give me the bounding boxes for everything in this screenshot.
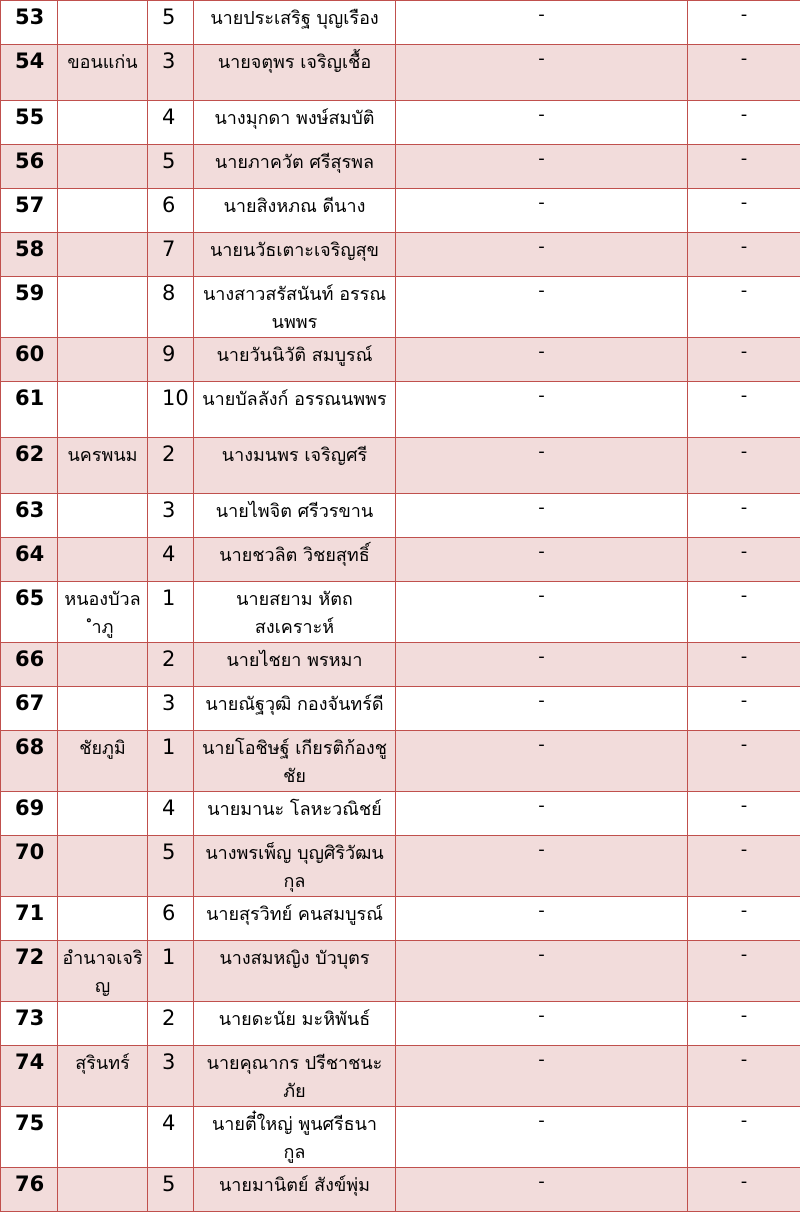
- table-row: [1, 941, 800, 1002]
- member-name: นายจตุพร เจริญเชื้อ: [194, 45, 396, 101]
- district-index: 7: [148, 233, 194, 277]
- member-name: นายชวลิต วิชยสุทธิ์: [194, 538, 396, 582]
- district-index: 1: [148, 582, 194, 643]
- row-number: 63: [1, 494, 58, 538]
- province-cell: [58, 643, 148, 687]
- column-6-value: -: [688, 836, 800, 897]
- district-index: 4: [148, 101, 194, 145]
- column-6-value: -: [688, 731, 800, 792]
- district-index: 5: [148, 1, 194, 45]
- column-6-value: -: [688, 338, 800, 382]
- column-5-value: -: [396, 438, 688, 494]
- member-name: นายประเสริฐ บุญเรือง: [194, 1, 396, 45]
- row-number: 72: [1, 941, 58, 1002]
- table-row: [1, 1046, 800, 1107]
- column-5-value: -: [396, 836, 688, 897]
- row-number: 68: [1, 731, 58, 792]
- column-5-value: -: [396, 494, 688, 538]
- district-index: 5: [148, 145, 194, 189]
- province-cell: [58, 687, 148, 731]
- province-cell: [58, 101, 148, 145]
- table-row: [1, 836, 800, 897]
- member-name: นายบัลลังก์ อรรณนพพร: [194, 382, 396, 438]
- table-row: [1, 45, 800, 101]
- column-6-value: -: [688, 45, 800, 101]
- table-row: [1, 1107, 800, 1168]
- column-5-value: -: [396, 687, 688, 731]
- district-index: 5: [148, 1168, 194, 1212]
- member-name: นายคุณากร ปรีชาชนะภัย: [194, 1046, 396, 1107]
- district-index: 3: [148, 687, 194, 731]
- table-row: [1, 792, 800, 836]
- district-index: 2: [148, 643, 194, 687]
- province-cell: [58, 1107, 148, 1168]
- row-number: 61: [1, 382, 58, 438]
- row-number: 57: [1, 189, 58, 233]
- member-name: นางมนพร เจริญศรี: [194, 438, 396, 494]
- district-index: 9: [148, 338, 194, 382]
- row-number: 62: [1, 438, 58, 494]
- column-6-value: -: [688, 101, 800, 145]
- table-row: [1, 1, 800, 45]
- row-number: 64: [1, 538, 58, 582]
- province-cell: สุรินทร์: [58, 1046, 148, 1107]
- province-cell: [58, 897, 148, 941]
- member-name: นายโอชิษฐ์ เกียรติก้องชูชัย: [194, 731, 396, 792]
- district-index: 3: [148, 45, 194, 101]
- column-5-value: -: [396, 1168, 688, 1212]
- table-row: [1, 189, 800, 233]
- table-row: [1, 1002, 800, 1046]
- column-5-value: -: [396, 45, 688, 101]
- column-6-value: -: [688, 1046, 800, 1107]
- column-5-value: -: [396, 1046, 688, 1107]
- district-index: 6: [148, 897, 194, 941]
- member-name: นายตี๋ใหญ่ พูนศรีธนากูล: [194, 1107, 396, 1168]
- row-number: 55: [1, 101, 58, 145]
- table-row: [1, 494, 800, 538]
- column-6-value: -: [688, 538, 800, 582]
- column-6-value: -: [688, 792, 800, 836]
- column-5-value: -: [396, 382, 688, 438]
- column-6-value: -: [688, 494, 800, 538]
- column-5-value: -: [396, 792, 688, 836]
- table-row: [1, 145, 800, 189]
- column-5-value: -: [396, 643, 688, 687]
- column-6-value: -: [688, 438, 800, 494]
- district-index: 4: [148, 538, 194, 582]
- member-name: นายณัฐวุฒิ กองจันทร์ดี: [194, 687, 396, 731]
- district-index: 2: [148, 1002, 194, 1046]
- row-number: 53: [1, 1, 58, 45]
- column-6-value: -: [688, 277, 800, 338]
- column-6-value: -: [688, 897, 800, 941]
- province-cell: [58, 233, 148, 277]
- table-row: [1, 277, 800, 338]
- province-cell: อำนาจเจริญ: [58, 941, 148, 1002]
- row-number: 75: [1, 1107, 58, 1168]
- column-6-value: -: [688, 643, 800, 687]
- province-cell: [58, 277, 148, 338]
- member-name: นายสยาม หัตถสงเคราะห์: [194, 582, 396, 643]
- column-5-value: -: [396, 731, 688, 792]
- member-name: นายสิงหภณ ดีนาง: [194, 189, 396, 233]
- column-6-value: -: [688, 582, 800, 643]
- province-cell: ชัยภูมิ: [58, 731, 148, 792]
- table-row: [1, 897, 800, 941]
- district-index: 3: [148, 494, 194, 538]
- column-5-value: -: [396, 1107, 688, 1168]
- member-name: นายภาควัต ศรีสุรพล: [194, 145, 396, 189]
- member-name: นายไพจิต ศรีวรขาน: [194, 494, 396, 538]
- row-number: 70: [1, 836, 58, 897]
- row-number: 66: [1, 643, 58, 687]
- row-number: 71: [1, 897, 58, 941]
- province-cell: [58, 538, 148, 582]
- column-5-value: -: [396, 897, 688, 941]
- province-cell: [58, 338, 148, 382]
- district-index: 5: [148, 836, 194, 897]
- table-row: [1, 233, 800, 277]
- column-5-value: -: [396, 233, 688, 277]
- table-row: [1, 338, 800, 382]
- column-6-value: -: [688, 1107, 800, 1168]
- table-row: [1, 438, 800, 494]
- row-number: 59: [1, 277, 58, 338]
- member-name: นางสมหญิง บัวบุตร: [194, 941, 396, 1002]
- district-index: 4: [148, 792, 194, 836]
- member-name: นางสาวสรัสนันท์ อรรณนพพร: [194, 277, 396, 338]
- member-name: นายดะนัย มะหิพันธ์: [194, 1002, 396, 1046]
- table-body: [1, 1, 800, 1212]
- column-6-value: -: [688, 233, 800, 277]
- column-6-value: -: [688, 145, 800, 189]
- row-number: 58: [1, 233, 58, 277]
- table-row: [1, 382, 800, 438]
- province-cell: [58, 836, 148, 897]
- member-name: นางมุกดา พงษ์สมบัติ: [194, 101, 396, 145]
- table-row: [1, 101, 800, 145]
- province-cell: [58, 494, 148, 538]
- province-cell: นครพนม: [58, 438, 148, 494]
- column-5-value: -: [396, 338, 688, 382]
- member-name: นายสุรวิทย์ คนสมบูรณ์: [194, 897, 396, 941]
- column-5-value: -: [396, 277, 688, 338]
- member-name: นางพรเพ็ญ บุญศิริวัฒนกุล: [194, 836, 396, 897]
- province-cell: [58, 145, 148, 189]
- district-index: 2: [148, 438, 194, 494]
- column-6-value: -: [688, 687, 800, 731]
- column-6-value: -: [688, 189, 800, 233]
- table-row: [1, 538, 800, 582]
- district-index: 1: [148, 941, 194, 1002]
- province-cell: ขอนแก่น: [58, 45, 148, 101]
- column-5-value: -: [396, 1, 688, 45]
- row-number: 65: [1, 582, 58, 643]
- table-row: [1, 731, 800, 792]
- table-row: [1, 582, 800, 643]
- province-cell: [58, 189, 148, 233]
- row-number: 56: [1, 145, 58, 189]
- member-name: นายนวัธเตาะเจริญสุข: [194, 233, 396, 277]
- province-cell: [58, 1002, 148, 1046]
- row-number: 73: [1, 1002, 58, 1046]
- column-6-value: -: [688, 941, 800, 1002]
- district-index: 8: [148, 277, 194, 338]
- row-number: 74: [1, 1046, 58, 1107]
- district-index: 1: [148, 731, 194, 792]
- province-cell: [58, 1, 148, 45]
- table-row: [1, 1168, 800, 1212]
- row-number: 60: [1, 338, 58, 382]
- column-5-value: -: [396, 145, 688, 189]
- district-index: 10: [148, 382, 194, 438]
- district-index: 4: [148, 1107, 194, 1168]
- column-6-value: -: [688, 1, 800, 45]
- member-name: นายมานิตย์ สังข์พุ่ม: [194, 1168, 396, 1212]
- member-name: นายไชยา พรหมา: [194, 643, 396, 687]
- member-name: นายวันนิวัติ สมบูรณ์: [194, 338, 396, 382]
- column-5-value: -: [396, 582, 688, 643]
- province-cell: [58, 792, 148, 836]
- column-5-value: -: [396, 189, 688, 233]
- column-6-value: -: [688, 1002, 800, 1046]
- province-cell: [58, 382, 148, 438]
- district-index: 6: [148, 189, 194, 233]
- column-5-value: -: [396, 538, 688, 582]
- column-6-value: -: [688, 1168, 800, 1212]
- row-number: 54: [1, 45, 58, 101]
- member-name: นายมานะ โลหะวณิชย์: [194, 792, 396, 836]
- column-6-value: -: [688, 382, 800, 438]
- province-cell: [58, 1168, 148, 1212]
- column-5-value: -: [396, 1002, 688, 1046]
- row-number: 67: [1, 687, 58, 731]
- column-5-value: -: [396, 941, 688, 1002]
- table-row: [1, 643, 800, 687]
- province-cell: หนองบัวลำภู: [58, 582, 148, 643]
- row-number: 69: [1, 792, 58, 836]
- column-5-value: -: [396, 101, 688, 145]
- district-index: 3: [148, 1046, 194, 1107]
- row-number: 76: [1, 1168, 58, 1212]
- table-row: [1, 687, 800, 731]
